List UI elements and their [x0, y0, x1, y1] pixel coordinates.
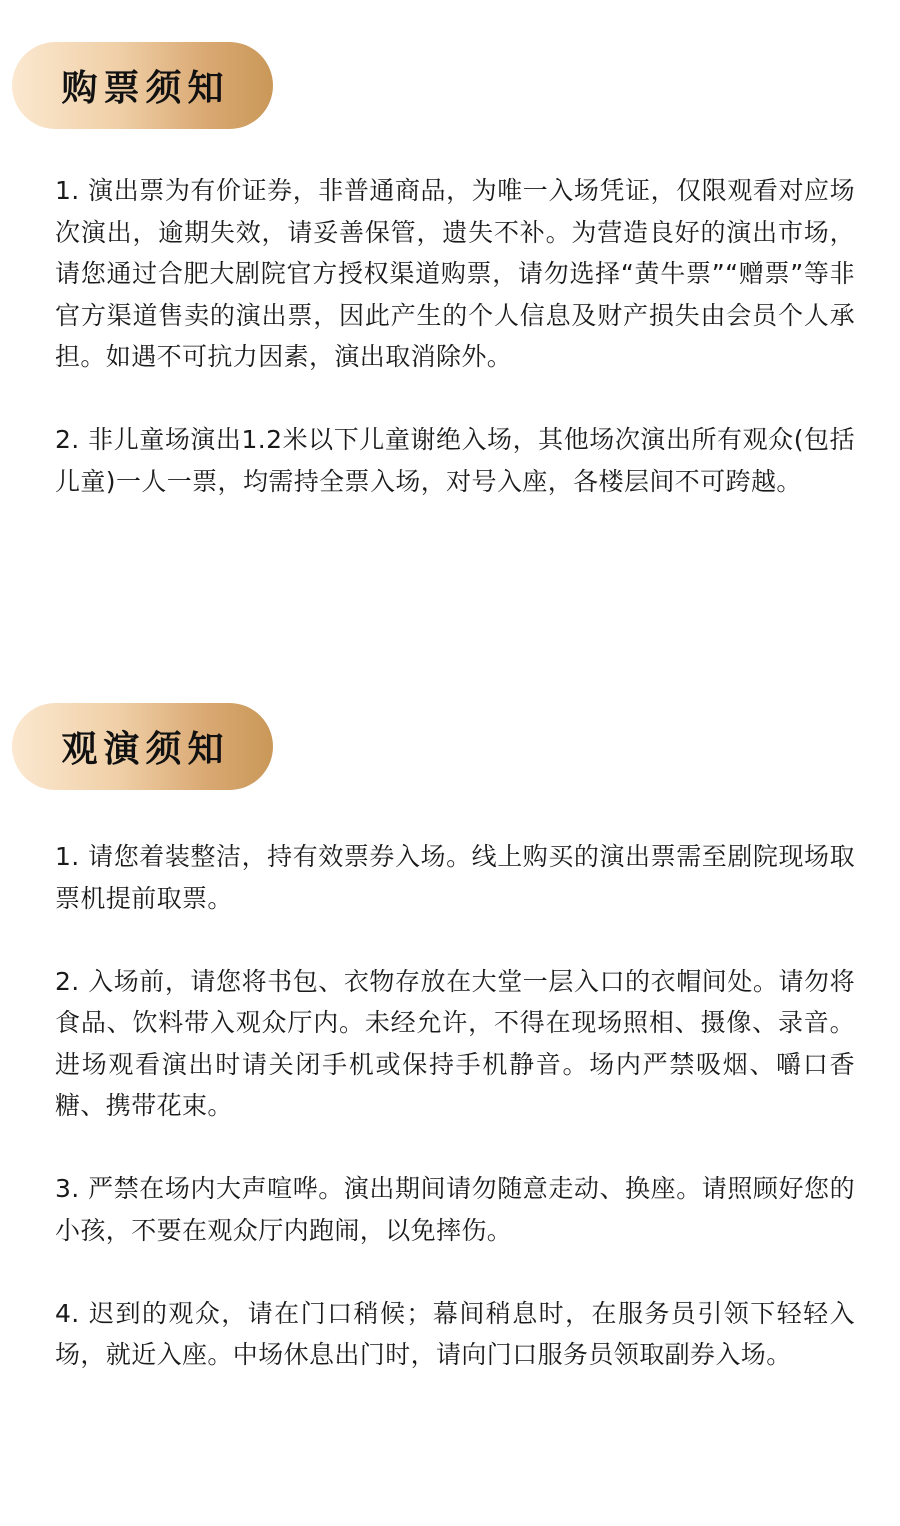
purchase-notice-title: 购票须知	[61, 68, 230, 109]
purchase-rule-1: 1. 演出票为有价证券，非普通商品，为唯一入场凭证，仅限观看对应场次演出，逾期失效，请妥善保管，遗失不补。为营造良好的演出市场，请您通过合肥大剧院官方授权渠道购票，请勿选择“黄牛票”“赠票”等非官方渠道售卖的演出票，因此产生的个人信息及财产损失由会员个人承担。如遇不可抗力因素，演出取消除外。	[55, 176, 855, 371]
viewing-notice-content	[55, 836, 855, 1376]
purchase-notice-header	[12, 42, 273, 129]
viewing-notice-header	[12, 703, 273, 790]
viewing-rule-1: 1. 请您着装整洁，持有效票券入场。线上购买的演出票需至剧院现场取票机提前取票。	[55, 842, 855, 913]
viewing-rule-4: 4. 迟到的观众，请在门口稍候；幕间稍息时，在服务员引领下轻轻入场，就近入座。中场休息出门时，请向门口服务员领取副券入场。	[55, 1298, 855, 1369]
viewing-rule-3: 3. 严禁在场内大声喧哗。演出期间请勿随意走动、换座。请照顾好您的小孩，不要在观众厅内跑闹，以免摔伤。	[55, 1174, 855, 1245]
viewing-rule-2: 2. 入场前，请您将书包、衣物存放在大堂一层入口的衣帽间处。请勿将食品、饮料带入观众厅内。未经允许，不得在现场照相、摄像、录音。进场观看演出时请关闭手机或保持手机静音。场内严禁吸烟、嚼口香糖、携带花束。	[55, 966, 855, 1120]
viewing-notice-title: 观演须知	[61, 729, 230, 770]
purchase-notice-content	[55, 170, 855, 502]
purchase-rule-2: 2. 非儿童场演出1.2米以下儿童谢绝入场，其他场次演出所有观众(包括儿童)一人一票，均需持全票入场，对号入座，各楼层间不可跨越。	[55, 425, 855, 496]
